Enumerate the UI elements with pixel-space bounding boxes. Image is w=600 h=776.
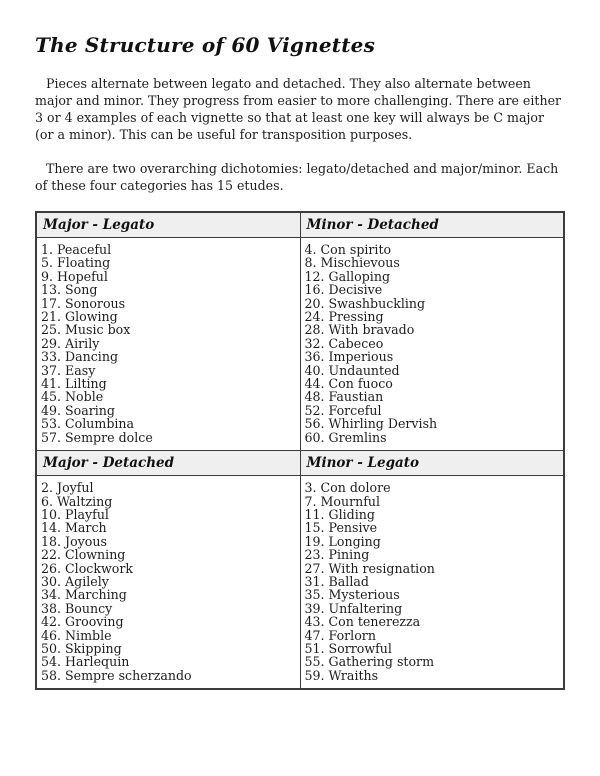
etude-list-item: 29. Airily <box>41 335 100 351</box>
etude-list-item: 14. March <box>41 520 107 536</box>
etude-list-item: 59. Wraiths <box>304 667 379 683</box>
etude-list-item: 18. Joyous <box>41 533 107 549</box>
etude-list-item: 19. Longing <box>304 533 381 549</box>
vignette-table <box>35 211 565 690</box>
list-cell-minor-legato <box>300 476 564 690</box>
etude-list-item: 56. Whirling Dervish <box>304 416 438 432</box>
etude-list-item: 55. Gathering storm <box>304 654 435 670</box>
etude-list-item: 27. With resignation <box>304 560 435 576</box>
etude-list-item: 20. Swashbuckling <box>304 295 426 311</box>
dichotomy-paragraph: There are two overarching dichotomies: legato/detached and major/minor. Each of these four categories has 15 etudes. <box>35 161 559 193</box>
etude-list-item: 40. Undaunted <box>304 362 400 378</box>
intro-paragraph: Pieces alternate between legato and detached. They also alternate between major and minor. They progress from easier to more challenging. There are either 3 or 4 examples of each vignette so that at least one key will always be C major (or a minor). This can be useful for transposition purposes. <box>35 76 562 142</box>
etude-list-item: 15. Pensive <box>304 520 378 536</box>
etude-list-item: 13. Song <box>41 282 98 298</box>
header-cell-major-detached: Major - Detached <box>36 451 300 476</box>
etude-list-item: 47. Forlorn <box>304 627 376 643</box>
etude-list-item: 54. Harlequin <box>41 654 130 670</box>
etude-list-item: 2. Joyful <box>41 480 94 496</box>
table-content-row-1 <box>36 238 564 451</box>
etude-list-item: 57. Sempre dolce <box>41 429 153 445</box>
etude-list-item: 45. Noble <box>41 389 104 405</box>
etude-list-item: 60. Gremlins <box>304 429 387 445</box>
page-title: The Structure of 60 Vignettes <box>35 33 376 57</box>
etude-list-item: 37. Easy <box>41 362 96 378</box>
table-content-row-2 <box>36 476 564 690</box>
header-cell-minor-detached: Minor - Detached <box>300 212 564 238</box>
etude-list-item: 12. Galloping <box>304 268 390 284</box>
etude-list-item: 32. Cabeceo <box>304 335 384 351</box>
list-cell-major-detached <box>36 476 300 690</box>
etude-list-item: 26. Clockwork <box>41 560 133 576</box>
etude-list-item: 28. With bravado <box>304 322 415 338</box>
etude-list-item: 1. Peaceful <box>41 242 112 257</box>
etude-list-item: 48. Faustian <box>304 389 384 405</box>
etude-list-item: 35. Mysterious <box>304 587 400 603</box>
etude-list-item: 58. Sempre scherzando <box>41 667 192 683</box>
table-header-row-1 <box>36 212 564 238</box>
etude-list-item: 9. Hopeful <box>41 268 108 284</box>
etude-list-item: 25. Music box <box>41 322 131 338</box>
etude-list-item: 33. Dancing <box>41 349 119 365</box>
etude-list-item: 53. Columbina <box>41 416 135 432</box>
etude-list-item: 24. Pressing <box>304 309 384 325</box>
etude-list-item: 10. Playful <box>41 506 109 522</box>
etude-list-item: 42. Grooving <box>41 614 124 630</box>
etude-list-item: 36. Imperious <box>304 349 394 365</box>
etude-list-item: 4. Con spirito <box>304 242 392 257</box>
etude-list-item: 21. Glowing <box>41 309 118 325</box>
etude-list-item: 3. Con dolore <box>304 480 391 496</box>
etude-list-item: 22. Clowning <box>41 547 126 563</box>
etude-list-item: 7. Mournful <box>304 493 381 509</box>
etude-list-item: 16. Decisive <box>304 282 383 298</box>
etude-list-item: 38. Bouncy <box>41 600 113 616</box>
etude-list-item: 49. Soaring <box>41 402 115 418</box>
etude-list-item: 52. Forceful <box>304 402 382 418</box>
list-cell-minor-detached <box>300 238 564 451</box>
etude-list-item: 43. Con tenerezza <box>304 614 421 630</box>
header-cell-minor-legato: Minor - Legato <box>300 451 564 476</box>
etude-list-item: 23. Pining <box>304 547 370 563</box>
etude-list-item: 46. Nimble <box>41 627 112 643</box>
table-header-row-2 <box>36 451 564 476</box>
etude-list-item: 34. Marching <box>41 587 127 603</box>
etude-list-item: 8. Mischievous <box>304 255 400 271</box>
etude-list-item: 6. Waltzing <box>41 493 113 509</box>
etude-list-item: 50. Skipping <box>41 640 122 656</box>
etude-list-item: 44. Con fuoco <box>304 376 393 392</box>
etude-list-item: 11. Gliding <box>304 506 375 522</box>
etude-list-item: 17. Sonorous <box>41 295 126 311</box>
header-cell-major-legato: Major - Legato <box>36 212 300 238</box>
etude-list-item: 31. Ballad <box>304 573 369 589</box>
etude-list-item: 5. Floating <box>41 255 111 271</box>
etude-list-item: 51. Sorrowful <box>304 640 392 656</box>
etude-list-item: 30. Agilely <box>41 573 109 589</box>
etude-list-item: 39. Unfaltering <box>304 600 403 616</box>
etude-list-item: 41. Lilting <box>41 376 107 392</box>
list-cell-major-legato <box>36 238 300 451</box>
